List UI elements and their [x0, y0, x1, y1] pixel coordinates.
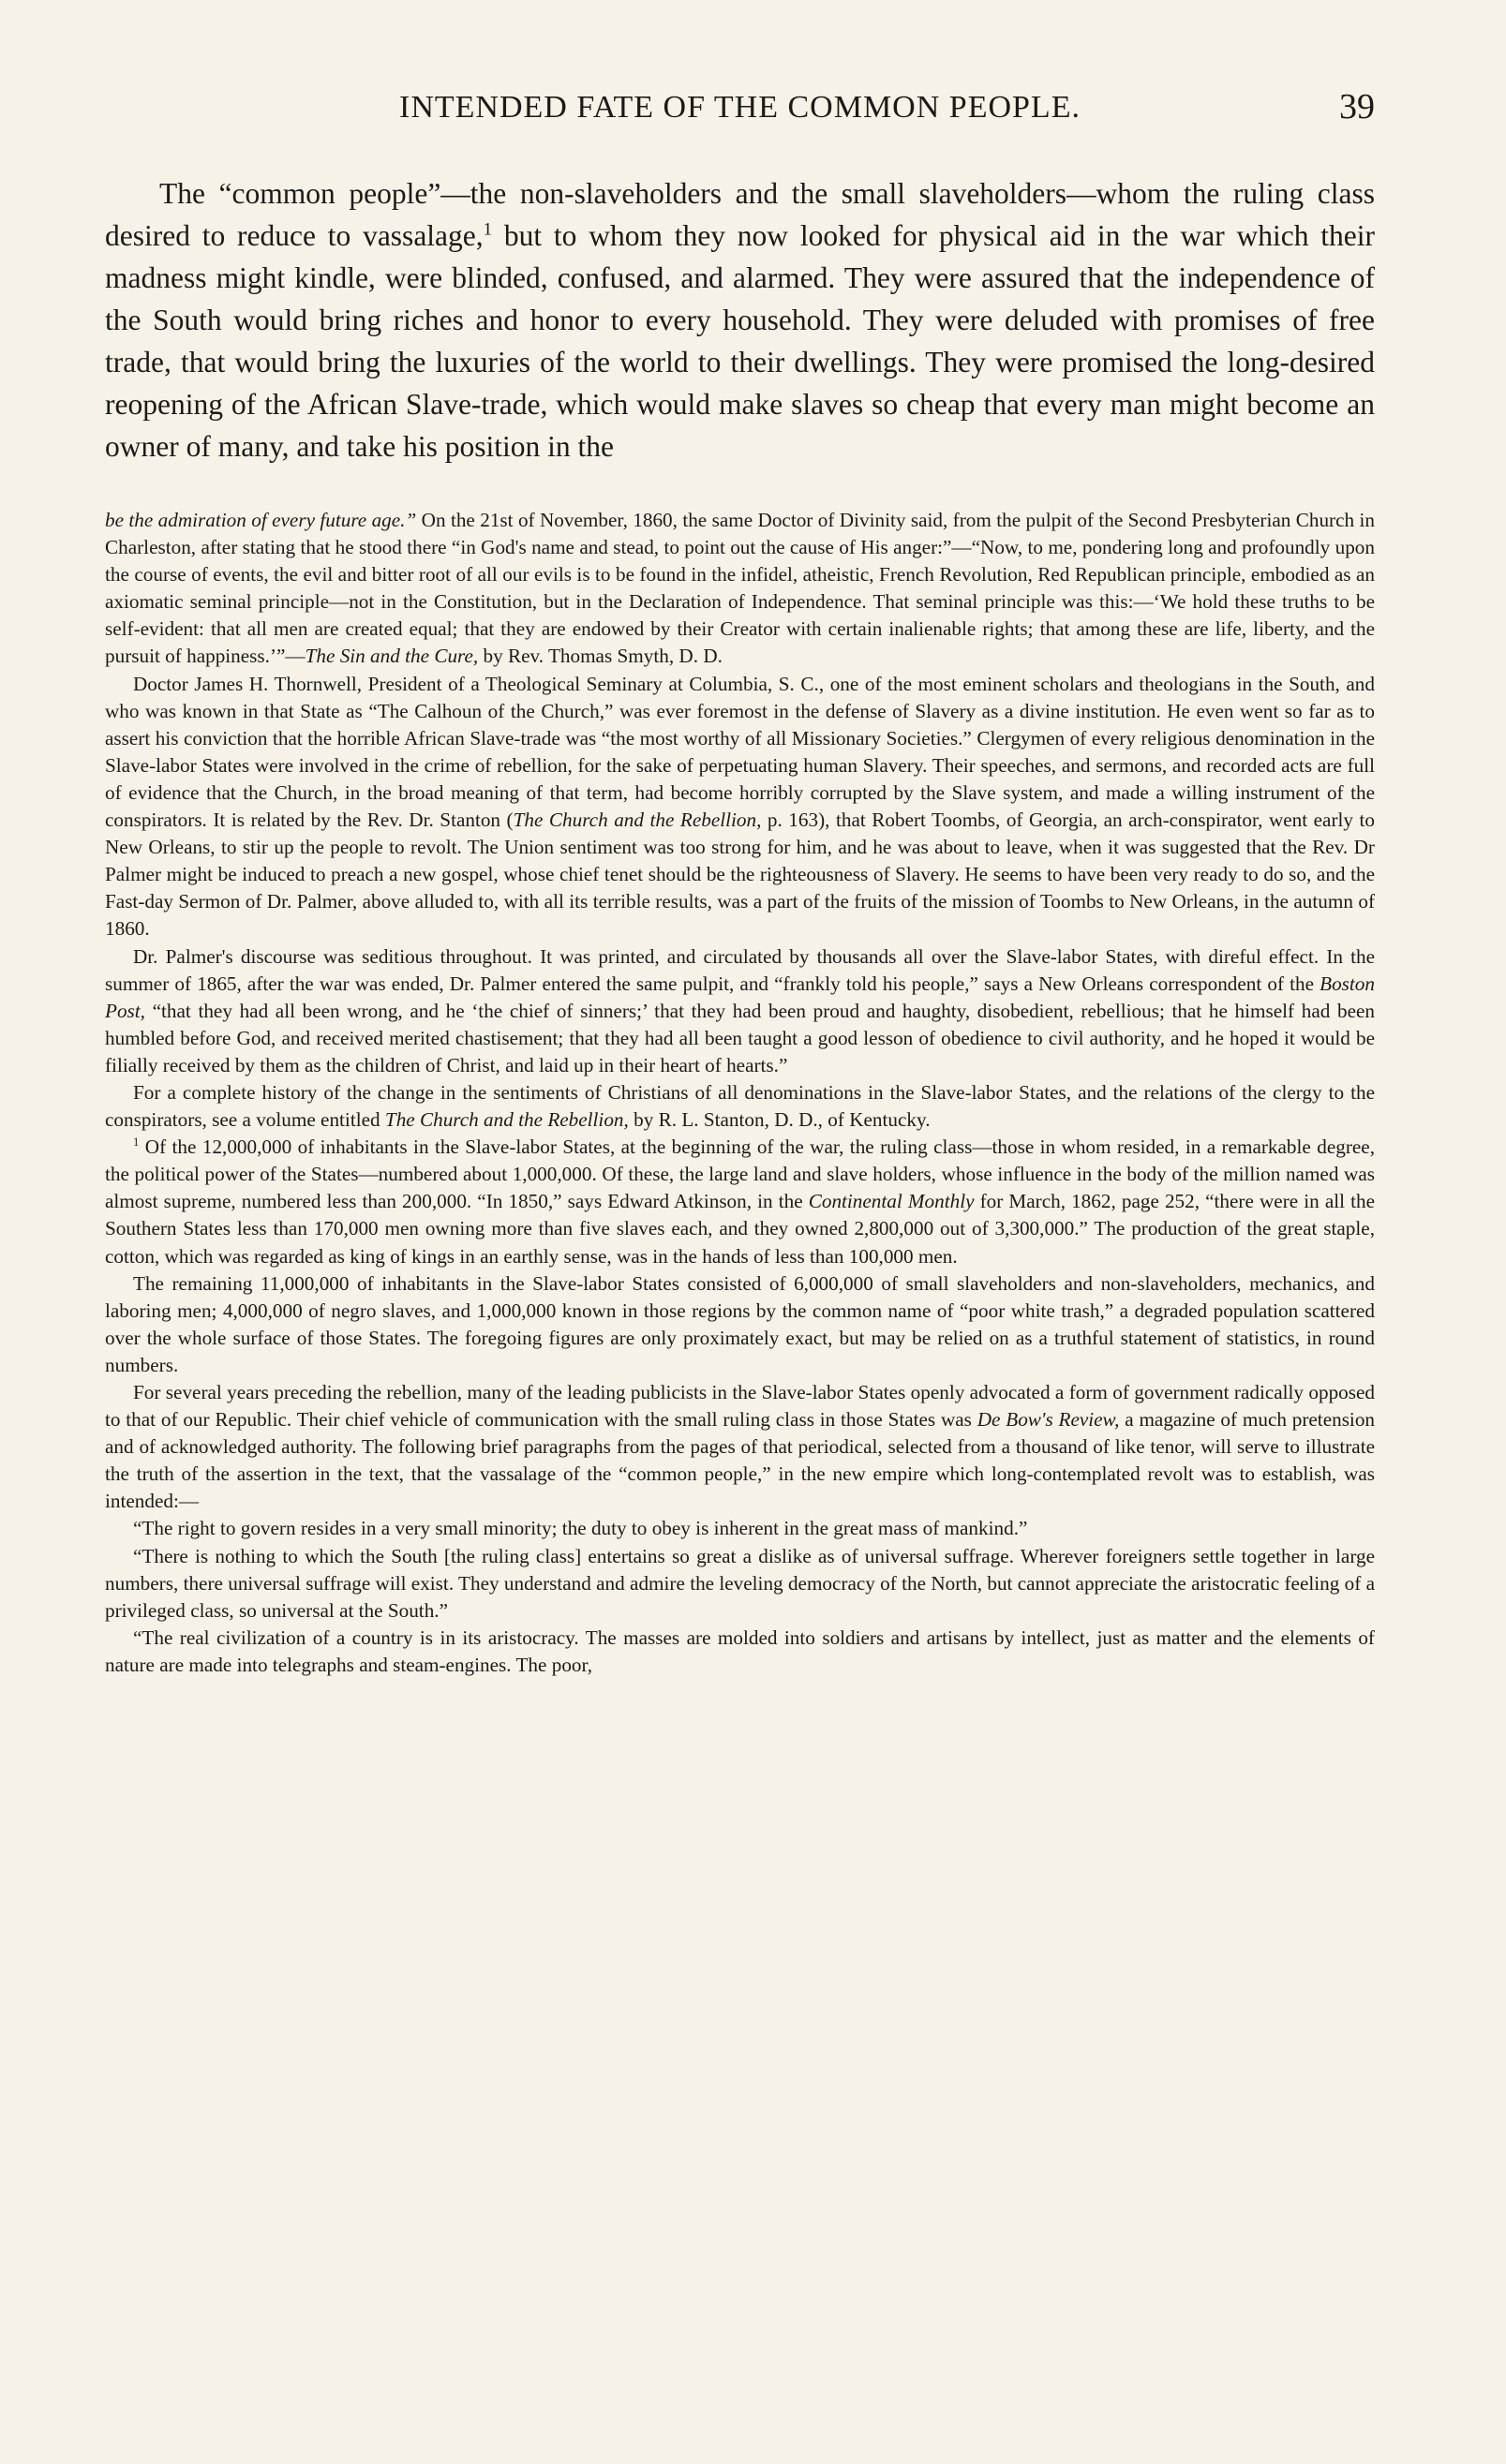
note-italic: be the admiration of every future age.”	[105, 509, 417, 531]
note-paragraph	[105, 507, 1375, 671]
note-text: Of the 12,000,000 of inhabitants in the Slave-labor States, at the beginning of the war, the ruling class—those in whom resided, in a remarkable degree, the political power of the States—numbered about 1,000,000. Of these, the large land and slave holders, whose influence in the body of the million named was almost supreme, numbered less than 200,000. “In 1850,” says Edward Atkinson, in the	[105, 1136, 1375, 1213]
footnote-number: 1	[133, 1136, 140, 1150]
note-paragraph	[105, 943, 1375, 1079]
note-paragraph	[105, 1270, 1375, 1379]
note-text: On the 21st of November, 1860, the same Doctor of Divinity said, from the pulpit of the Second Presbyterian Church in Charleston, after stating that he stood there “in God's name and stead, to point out the cause of His anger:”—“Now, to me, pondering long and profoundly upon the course of events, the evil and bitter root of all our evils is to be found in the infidel, atheistic, French Revolution, Red Republican principle, embodied as an axiomatic seminal principle—not in the Constitution, but in the Declaration of Independence. That seminal principle was this:—‘We hold these truths to be self-evident: that all men are created equal; that they are endowed by their Creator with certain inalienable rights; that among these are life, liberty, and the pursuit of happiness.’”—	[105, 509, 1375, 668]
main-text	[105, 172, 1375, 468]
note-title: De Bow's Review,	[977, 1408, 1120, 1432]
note-text: For several years preceding the rebellion, many of the leading publicists in the Slave-labor States openly advocated a form of government radically opposed to that of our Republic. Their chief vehicle of communication with the small ruling class in those States was	[105, 1381, 1375, 1432]
quoted-paragraph: “The real civilization of a country is in its aristocracy. The masses are molded into soldiers and artisans by intellect, just as matter and the elements of nature are made into telegraphs and steam-engines. The poor,	[105, 1625, 1375, 1676]
note-paragraph	[105, 1134, 1375, 1269]
note-text: for March, 1862, page 252, “there were in all the Southern States less than 170,000 men owning more than five slaves each, and they owned 2,800,000 out of 3,300,000.” The production of the great staple, cotton, which was regarded as king of kings in an earthly sense, was in the hands of less than 100,000 men.	[105, 1190, 1375, 1268]
note-text: by Rev. Thomas Smyth, D. D.	[478, 645, 723, 668]
note-paragraph	[105, 1079, 1375, 1134]
page-number: 39	[1339, 87, 1375, 126]
note-text: Dr. Palmer's discourse was seditious throughout. It was printed, and circulated by thousands all over the Slave-labor States, with direful effect. In the summer of 1865, after the war was ended, Dr. Palmer entered the same pulpit, and “frankly told his people,” says a New Orleans correspondent of the	[105, 944, 1375, 995]
running-title: INTENDED FATE OF THE COMMON PEOPLE.	[399, 90, 1081, 125]
note-title: Continental Monthly	[808, 1190, 975, 1213]
note-text: The remaining 11,000,000 of inhabitants in the Slave-labor States consisted of 6,000,000 of small slaveholders and non-slaveholders, mechanics, and laboring men; 4,000,000 of negro slaves, and 1,000,000 known in those regions by the common name of “poor white trash,” a degraded population scattered over the whole surface of those States. The foregoing figures are only proximately exact, but may be relied on as a truthful statement of statistics, in round numbers.	[105, 1271, 1375, 1376]
running-head	[105, 87, 1375, 139]
note-text: p. 163), that Robert Toombs, of Georgia, an arch-conspirator, went early to New Orleans, to stir up the people to revolt. The Union sentiment was too strong for him, and he was about to leave, when it was suggested that the Rev. Dr Palmer might be induced to preach a new gospel, whose chief tenet should be the righteousness of Slavery. He seems to have been very ready to do so, and the Fast-day Sermon of Dr. Palmer, above alluded to, with all its terrible results, was a part of the fruits of the mission of Toombs to New Orleans, in the autumn of 1860.	[105, 809, 1375, 941]
note-title: The Church and the Rebellion,	[384, 1108, 629, 1132]
book-page	[105, 87, 1376, 1679]
note-paragraph	[105, 1379, 1375, 1515]
quoted-paragraph: “There is nothing to which the South [the ruling class] entertains so great a dislike as of universal suffrage. Wherever foreigners settle together in large numbers, there universal suffrage will exist. They understand and admire the leveling democracy of the North, but cannot appreciate the aristocratic feeling of a privileged class, so universal at the South.”	[105, 1544, 1375, 1622]
note-title: The Sin and the Cure,	[305, 645, 479, 668]
note-text: a magazine of much pretension and of acknowledged authority. The following brief paragraphs from the pages of that periodical, selected from a thousand of like tenor, will serve to illustrate the truth of the assertion in the text, that the vassalage of the “common people,” in the new empire which long-contemplated revolt was to establish, was intended:—	[105, 1408, 1376, 1513]
note-title: Boston Post,	[105, 972, 1375, 1022]
footnote-marker: 1	[483, 219, 493, 240]
note-text: “that they had all been wrong, and he ‘the chief of sinners;’ that they had been proud and haughty, disobedient, rebellious; that he himself had been humbled before God, and received merited chastisement; that they had all been taught a good lesson of obedience to civil authority, and he hoped it would be filially received by them as the children of Christ, and laid up in their heart of hearts.”	[105, 999, 1375, 1076]
main-paragraph-start: The “common people”—the non-slaveholders and the small slaveholders—whom the ruling class desired to reduce to vassalage,	[105, 177, 1375, 252]
main-paragraph	[105, 172, 1375, 468]
note-paragraph	[105, 671, 1375, 943]
note-text: For a complete history of the change in the sentiments of Christians of all denominations in the Slave-labor States, and the relations of the clergy to the conspirators, see a volume entitled	[105, 1080, 1375, 1132]
quoted-paragraph: “The right to govern resides in a very small minority; the duty to obey is inherent in the great mass of mankind.”	[133, 1517, 1028, 1540]
footnotes	[105, 507, 1375, 1679]
note-text: Doctor James H. Thornwell, President of a Theological Seminary at Columbia, S. C., one of the most eminent scholars and theologians in the South, and who was known in that State as “The Calhoun of the Church,” was ever foremost in the defense of Slavery as a divine institution. He even went so far as to assert his conviction that the horrible African Slave-trade was “the most worthy of all Missionary Societies.” Clergymen of every religious denomination in the Slave-labor States were involved in the crime of rebellion, for the sake of perpetuating human Slavery. Their speeches, and sermons, and recorded acts are full of evidence that the Church, in the broad meaning of that term, had become horribly corrupted by the Slave system, and made a willing instrument of the conspirators. It is related by the Rev. Dr. Stanton (	[105, 672, 1375, 832]
main-paragraph-end: but to whom they now looked for physical aid in the war which their madness might kindle, were blinded, confused, and alarmed. They were assured that the independence of the South would bring riches and honor to every household. They were deluded with promises of free trade, that would bring the luxuries of the world to their dwellings. They were promised the long-desired reopening of the African Slave-trade, which would make slaves so cheap that every man might become an owner of many, and take his position in the	[105, 219, 1375, 463]
note-text: by R. L. Stanton, D. D., of Kentucky.	[628, 1108, 931, 1132]
note-title: The Church and the Rebellion,	[513, 809, 762, 832]
